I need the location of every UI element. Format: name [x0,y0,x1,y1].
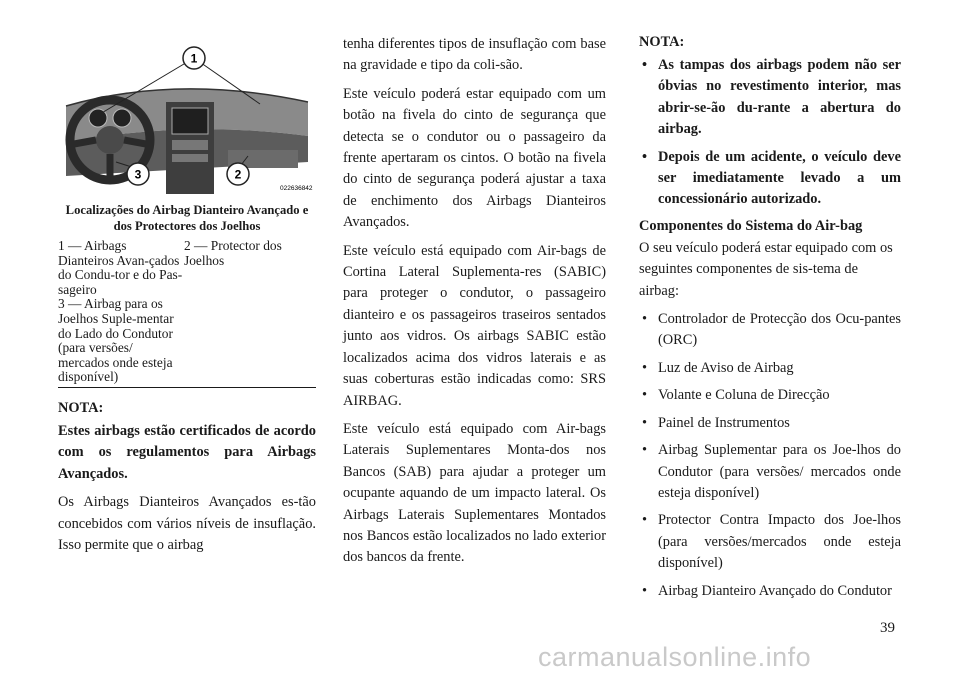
note-text: Estes airbags estão certificados de acordo com os regulamentos para Airbags Avançados. [58,422,316,482]
note-list [639,55,901,211]
list-item: • As tampas dos airbags podem não ser óbvias no revestimento interior, mas abrir-se-ão du-rante a abertura do airbag. [639,55,901,141]
paragraph: Este veículo poderá estar equipado com um botão na fivela do cinto de segurança que detecta se o condutor ou o passageiro da frente apertaram os cintos. O botão na fivela do cinto de segurança poderá ajustar a taxa de enchimento dos Airbags Dianteiros Avançados. [343,85,606,231]
legend-item-1: 1 — Airbags Dianteiros Avan-çados do Condu-tor e do Pas-sageiro [58,238,183,297]
figure-code: 022636842 [280,185,313,192]
watermark: carmanualsonline.info [538,642,812,672]
paragraph: Este veículo está equipado com Air-bags de Cortina Lateral Suplementa-res (SABIC) para proteger o condutor, o passageiro dianteiro e os passageiros traseiros sentados junto aos vidros. Os airbags SABIC estão localizados acima dos vidros laterais e as suas coberturas estão indicadas como: SRS AIRBAG. [343,242,606,409]
dashboard-drawing [58,44,316,194]
legend-item-2: 2 — Protector dos Joelhos [184,238,282,268]
callout-1-label: 1 [190,51,198,66]
legend-item-3: 3 — Airbag para os Joelhos Suple-mentar do Lado do Condutor (para versões/ mercados onde esteja disponível) [58,296,174,385]
figure-legend [58,239,316,388]
list-item: • Luz de Aviso de Airbag [639,358,901,379]
paragraph: tenha diferentes tipos de insuflação com base na gravidade e tipo da coli-são. [343,36,606,74]
paragraph: Este veículo está equipado com Air-bags Laterais Suplementares Monta-dos nos Bancos (SAB) para ajudar a proteger um ocupante aquando de um impacto lateral. Os Airbags Laterais Suplementares Montados nos Bancos estão localizados no lado exterior dos bancos da frente. [343,420,606,566]
figure-caption: Localizações do Airbag Dianteiro Avançado e dos Protectores dos Joelhos [65,203,309,233]
middle-column [343,34,606,576]
right-column [639,34,901,608]
callout-3-label: 3 [134,167,142,182]
list-item: • Airbag Dianteiro Avançado do Condutor [639,581,901,602]
note-title: NOTA: [58,399,104,416]
list-item: • Protector Contra Impacto dos Joe-lhos (para versões/mercados onde esteja disponível) [639,510,901,574]
component-list [639,309,901,602]
paragraph: O seu veículo poderá estar equipado com os seguintes componentes de sis-tema de airbag: [639,239,893,299]
list-item: • Airbag Suplementar para os Joe-lhos do Condutor (para versões/ mercados onde esteja disponível) [639,440,901,504]
legend-right [184,239,316,385]
section-heading: Componentes do Sistema do Air-bag [639,217,863,234]
list-item: • Volante e Coluna de Direcção [639,385,901,406]
dashboard-illustration [58,44,316,194]
list-item: • Controlador de Protecção dos Ocu-pantes (ORC) [639,309,901,352]
page-number: 39 [880,620,895,636]
legend-left [58,239,184,385]
list-item: • Depois de um acidente, o veículo deve ser imediatamente levado a um concessionário autorizado. [639,147,901,211]
paragraph: Os Airbags Dianteiros Avançados es-tão concebidos com vários níveis de insuflação. Isso permite que o airbag [58,494,316,553]
note-title: NOTA: [639,34,685,50]
left-column [58,34,316,563]
callout-2-label: 2 [234,167,242,182]
list-item: • Painel de Instrumentos [639,413,901,434]
